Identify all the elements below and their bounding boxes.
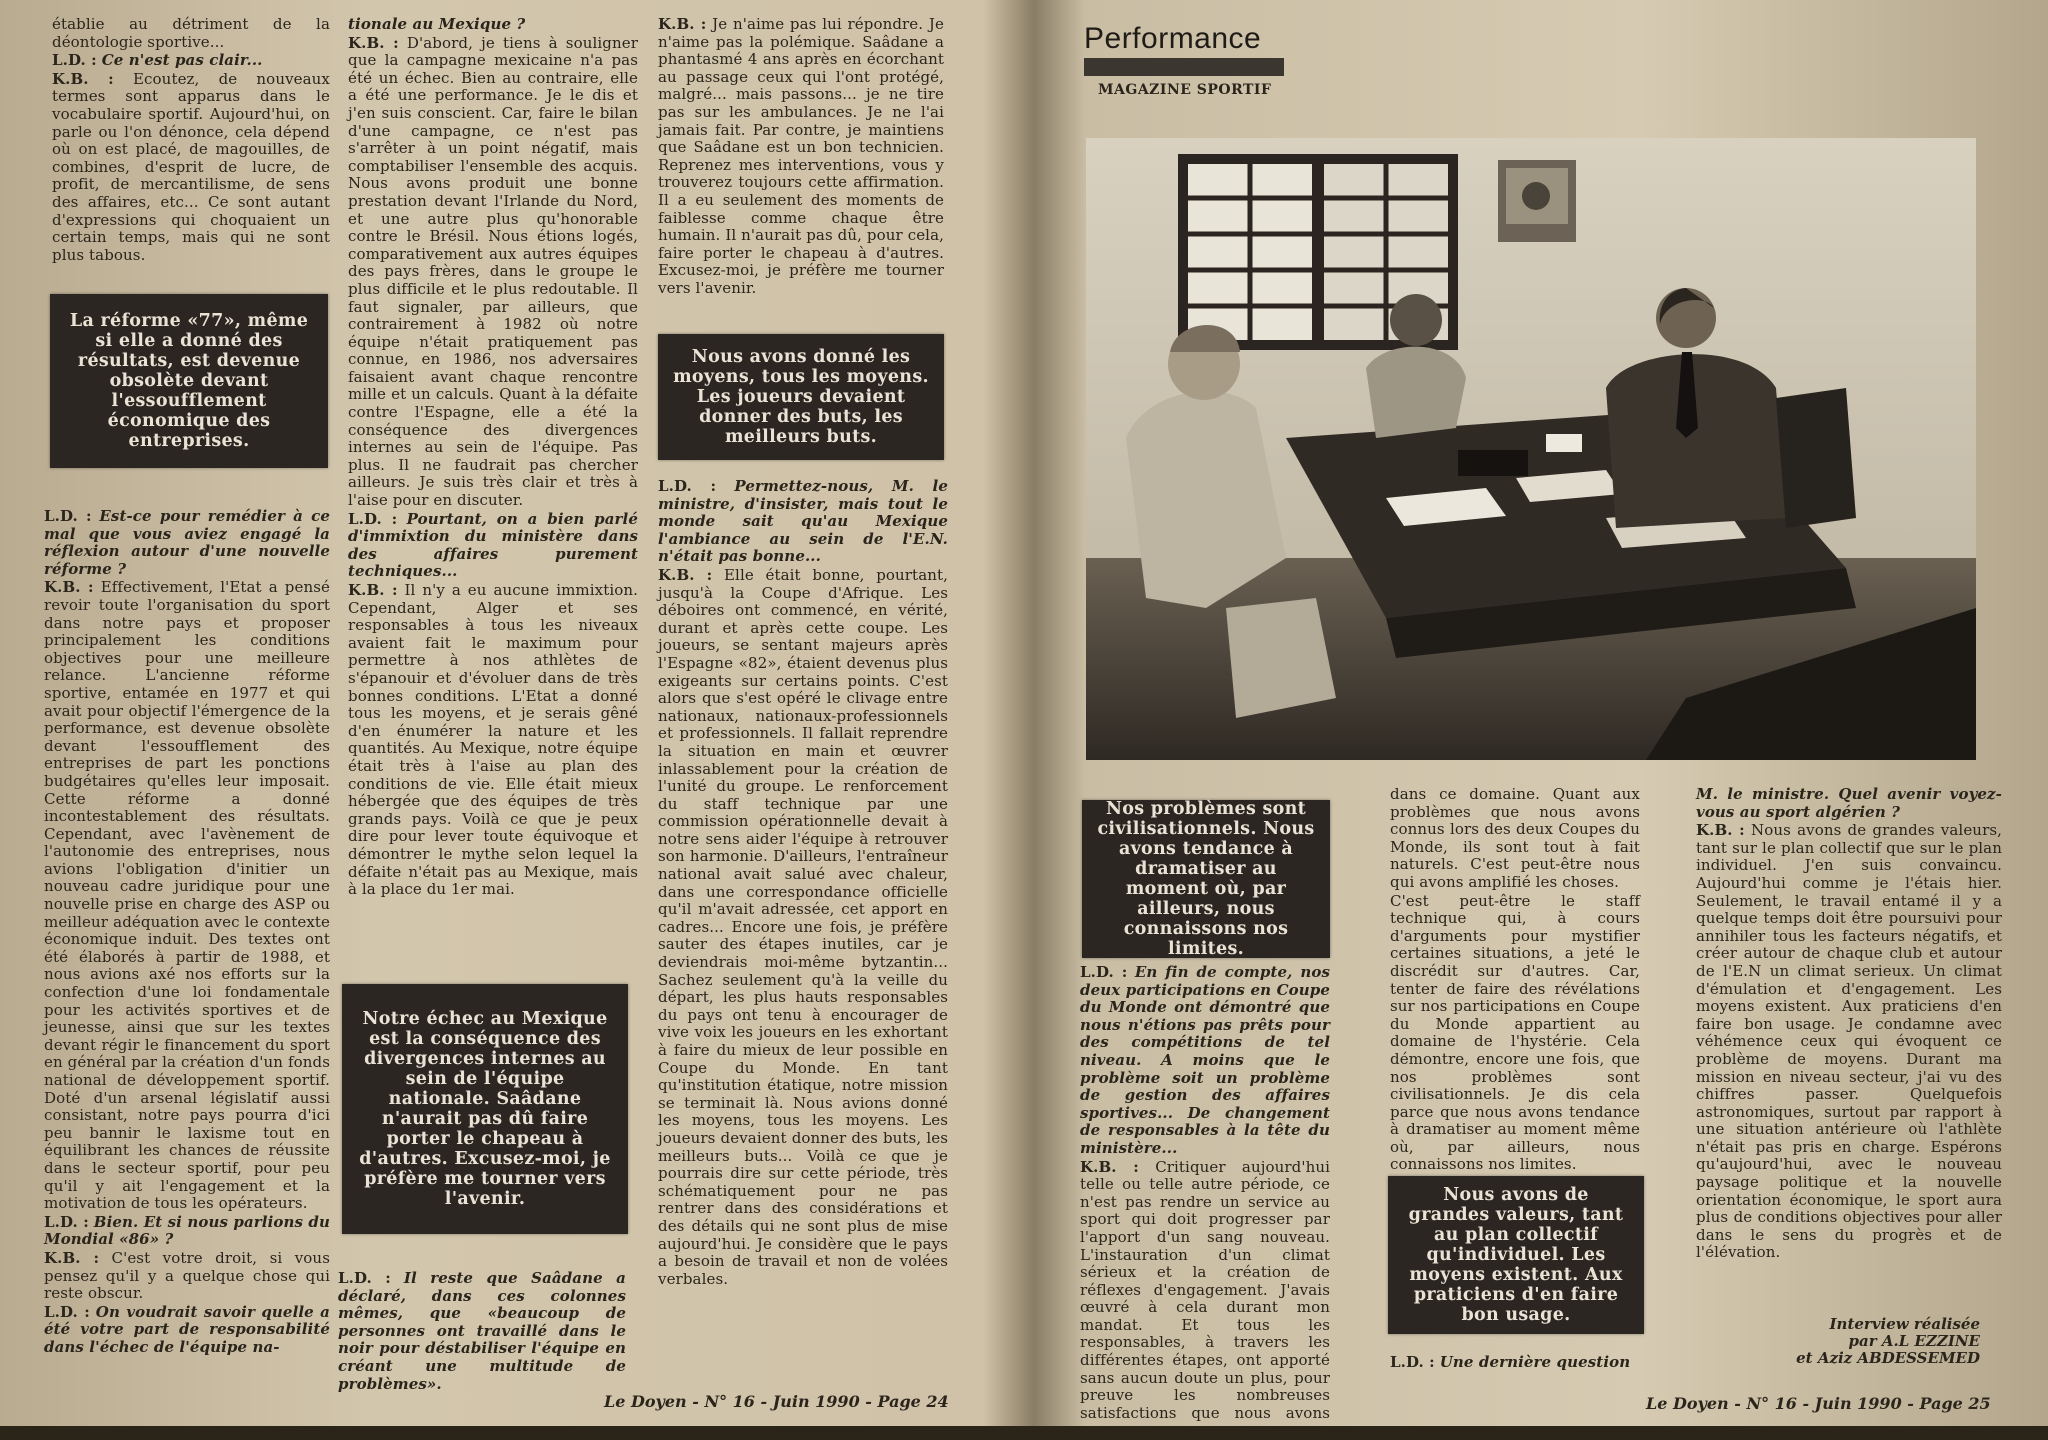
paragraph	[1080, 964, 1330, 1158]
answer-text: Ecoutez, de nouveaux termes sont apparus dans le vocabulaire sportif. Aujourd'hui, on parle ou l'on dénonce, cela dépend où on est placé, de magouilles, de combines, d'esprit de lucre, de profit, de mercantilisme, de sens des affaires, etc... Ce sont autant d'expressions qui choquaient un certain temps, mais qui ne sont plus tabous.	[52, 69, 330, 264]
answer-text: C'est peut-être le staff technique qui, à cours d'arguments pour mystifier certaines situations, a jeté le discrédit sur d'autres. Car, tenter de faire des révélations sur nos participations en Coupe du Monde appartient au domaine de l'hystérie. Cela démontre, encore une fois, que nos problèmes sont civilisationnels. Je dis cela parce que nous avons tendance à dramatiser au moment même où, par ailleurs, nous connaissons nos limites.	[1390, 891, 1640, 1174]
speaker-label: L.D. :	[1080, 963, 1128, 981]
left-column-3	[658, 16, 944, 316]
pull-quote-values-text: Nous avons de grandes valeurs, tant au plan collectif qu'individuel. Les moyens existent. Aux praticiens d'en faire bon usage.	[1408, 1185, 1624, 1325]
right-column-3	[1696, 786, 2002, 1316]
pull-quote-means	[658, 334, 944, 460]
question-text: On voudrait savoir quelle a été votre part de responsabilité dans l'échec de l'équipe na-	[44, 1302, 330, 1356]
paragraph	[44, 508, 330, 578]
speaker-label: L.D. :	[348, 509, 398, 528]
question-text: Bien. Et si nous parlions du Mondial «86» ?	[44, 1212, 331, 1249]
paragraph	[348, 511, 638, 581]
speaker-label: L.D. :	[658, 477, 717, 495]
left-column-2	[348, 16, 638, 960]
question-text: tionale au Mexique ?	[348, 15, 526, 33]
speaker-label: L.D. :	[338, 1269, 391, 1287]
right-page	[1026, 0, 2048, 1440]
left-column-2b	[338, 1269, 626, 1393]
paragraph	[338, 1270, 626, 1393]
section-title-bar	[1084, 58, 1284, 76]
left-page-footer: Le Doyen - N° 16 - Juin 1990 - Page 24	[604, 1392, 949, 1411]
right-column-2	[1390, 785, 1640, 1174]
paragraph	[1390, 893, 1640, 1175]
speaker-label: K.B. :	[658, 15, 707, 33]
section-header	[1084, 22, 1284, 98]
question-text: Il reste que Saâdane a déclaré, dans ces colonnes mêmes, que «beaucoup de personnes ont travaillé dans le noir pour déstabiliser l'équipe en créant une multitude de problèmes».	[338, 1269, 626, 1393]
left-page	[0, 0, 1012, 1426]
paragraph	[52, 52, 330, 70]
speaker-label: K.B. :	[1080, 1157, 1139, 1176]
speaker-label: L.D. :	[44, 1302, 90, 1321]
answer-text: Critiquer aujourd'hui telle ou telle autre période, ce n'est pas rendre un service au sport qui doit progresser par l'apport d'un sang nouveau. L'instauration d'un climat sérieux et la création de réflexes d'engagement. J'avais œuvré à cela durant mon mandat. Et tous les responsables, à travers les différentes étapes, ont apporté sans aucun doute un plus, pour preuve les nombreuses satisfactions que nous avons eues	[1080, 1157, 1330, 1440]
paragraph	[658, 478, 948, 566]
interview-credit	[1404, 1316, 1980, 1367]
paragraph	[348, 35, 638, 510]
section-subtitle: MAGAZINE SPORTIF	[1098, 82, 1272, 98]
question-text: En fin de compte, nos deux participations en Coupe du Monde ont démontré que nous n'étions pas prêts pour des compétitions de tel niveau. A moins que le problème soit un problème de gestion des affaires sportives... De changement de responsables à la tête du ministère...	[1080, 963, 1331, 1157]
pull-quote-reform-text: La réforme «77», même si elle a donné des résultats, est devenue obsolète devant l'essoufflement économique des entreprises.	[69, 311, 309, 451]
answer-text: Elle était bonne, pourtant, jusqu'à la Coupe d'Afrique. Les déboires ont commencé, en vérité, durant et après cette coupe. Les joueurs, se sentant majeurs après l'Espagne «82», étaient devenus plus exigeants sur certains points. C'est alors que s'est opéré le clivage entre nationaux, nationaux-professionnels et professionnels. Il fallait reprendre la situation en main et œuvrer inlassablement pour la création de l'unité du groupe. Le renforcement du staff technique par une commission opérationnelle devait à notre sens aider l'équipe à retrouver son harmonie. D'ailleurs, l'entraîneur national avait salué avec chaleur, dans une correspondance officielle qu'il m'avait adressée, cet apport en cadres... Encore une fois, je préfère sauter des étapes inutiles, car je deviendrais moi-même bytzantin... Sachez seulement qu'à la veille du départ, les plus hauts responsables du pays ont tenu à encourager de vive voix les joueurs en les exhortant à faire du mieux de leur possible en Coupe du Monde. En tant qu'institution étatique, notre mission se terminait là. Nous avions donné les moyens, tous les moyens. Les joueurs devaient donner des buts, les meilleurs buts... Voilà ce que je pourrais dire sur cette période, très schématiquement pour ne pas rentrer dans des considérations et des détails qui ne sont plus de mise aujourd'hui. Je considère que le pays a besoin de travail et non de volées verbales.	[658, 565, 948, 1288]
interview-photo	[1086, 138, 1976, 760]
right-column-1	[1080, 963, 1331, 1440]
left-column-1b	[44, 508, 330, 1396]
paragraph	[1696, 786, 2002, 821]
credit-line-1: Interview réalisée	[1829, 1315, 1980, 1333]
pull-quote-reform	[50, 294, 328, 468]
answer-text: Il n'y a eu aucune immixtion. Cependant, Alger et ses responsables à tous les niveaux avaient fait le maximum pour permettre à nos athlètes de s'épanouir et d'évoluer dans de très bonnes conditions. L'Etat a donné tous les moyens, et je serais gêné d'en énumérer la nature et les quantités. Au Mexique, notre équipe était très à l'aise au plan des conditions de vie. Elle était mieux hébergée que des équipes de très grands pays. Voilà ce que je peux dire pour lever toute équivoque et démontrer le mythe selon lequel la défaite n'était pas au Mexique, mais à la place du 1er mai.	[348, 581, 638, 899]
paragraph	[44, 579, 330, 1212]
question-text: Ce n'est pas clair...	[101, 51, 263, 70]
speaker-label: K.B. :	[658, 565, 713, 584]
pull-quote-values	[1388, 1176, 1644, 1334]
pull-quote-means-text: Nous avons donné les moyens, tous les moyens. Les joueurs devaient donner des buts, les meilleurs buts.	[673, 347, 929, 447]
paragraph	[44, 1214, 330, 1249]
left-column-3b	[658, 478, 948, 1398]
paragraph	[658, 567, 948, 1288]
answer-text: Effectivement, l'Etat a pensé revoir toute l'organisation du sport dans notre pays et proposer principalement les conditions objectives pour une meilleure relance. L'ancienne réforme sportive, entamée en 1977 et qui avait pour objectif l'émergence de la performance, est devenue obsolète devant l'essoufflement des entreprises de part les ponctions budgétaires qu'elles leur imposait. Cette réforme a donné incontestablement des résultats. Cependant, avec l'avènement de l'autonomie des entreprises, nous avions l'obligation d'initier un nouveau cadre juridique pour une nouvelle prise en charge des ASP ou meilleur adéquation avec le contexte économique induit. Des textes ont été élaborés à partir de 1988, et nous avions axé nos efforts sur la confection d'une loi fondamentale pour les activités sportives et de jeunesse, ainsi que sur les textes devant régir le financement du sport en général par la création d'un fonds national de développement sportif. Doté d'un arsenal législatif aussi consistant, notre pays pourra d'ici peu bannir le laxisme tout en équilibrant les chances de réussite dans le secteur sportif, pour peu qu'il y ait l'engagement et la motivation de tous les opérateurs.	[44, 578, 330, 1213]
speaker-label: K.B. :	[52, 69, 114, 88]
credit-line-3: et Aziz ABDESSEMED	[1796, 1349, 1980, 1367]
paragraph	[658, 16, 944, 298]
answer-text: Nous avons de grandes valeurs, tant sur le plan collectif que sur le plan individuel. J'en suis convaincu. Aujourd'hui comme je l'étais hier. Seulement, le travail entamé il y a quelque temps doit être poursuivi pour annihiler tous les facteurs négatifs, et créer autour de chaque club et autour de l'E.N un climat serieux. Un climat d'émulation et d'engagement. Les moyens existent. Aux praticiens d'en faire bon usage. Je condamne avec véhémence ceux qui évoquent ce problème de moyens. Durant ma mission en niveau secteur, j'ai vu des chiffres passer. Quelquefois astronomiques, surtout par rapport à une situation antérieure où l'athlète n'était pas pris en charge. Espérons qu'aujourd'hui, avec le nouveau paysage politique et la nouvelle orientation économique, le sport aura plus de conditions objectives pour aller dans le sens du progrès et de l'élévation.	[1696, 821, 2002, 1262]
pull-quote-mexico-text: Notre échec au Mexique est la conséquence des divergences internes au sein de l'équipe nationale. Saâdane n'aurait pas dû faire porter le chapeau à d'autres. Excusez-moi, je préfère me tourner vers l'avenir.	[359, 1009, 611, 1209]
section-title: Performance	[1084, 22, 1262, 55]
speaker-label: L.D. :	[52, 51, 97, 70]
pull-quote-civilisation-text: Nos problèmes sont civilisationnels. Nous avons tendance à dramatiser au moment où, par ailleurs, nous connaissons nos limites.	[1097, 799, 1315, 959]
speaker-label: L.D. :	[44, 1212, 89, 1231]
pull-quote-mexico	[342, 984, 628, 1234]
speaker-label: L.D. :	[1390, 1353, 1435, 1371]
right-page-footer: Le Doyen - N° 16 - Juin 1990 - Page 25	[1646, 1394, 1991, 1413]
paragraph	[1390, 786, 1640, 892]
pull-quote-civilisation	[1082, 800, 1330, 958]
paragraph	[1080, 1159, 1330, 1440]
paragraph	[44, 1304, 330, 1357]
left-column-1	[52, 15, 330, 264]
paragraph	[1696, 822, 2002, 1262]
answer-text: établie au détriment de la déontologie sportive...	[52, 15, 330, 51]
paragraph	[52, 16, 330, 51]
paragraph	[52, 71, 330, 265]
speaker-label: L.D. :	[44, 507, 92, 525]
question-text: Permettez-nous, M. le ministre, d'insister, mais tout le monde sait qu'au Mexique l'ambiance au sein de l'E.N. n'était pas bonne...	[658, 477, 948, 566]
answer-text: D'abord, je tiens à souligner que la campagne mexicaine n'a pas été un échec. Bien au contraire, elle a été une performance. Je le dis et j'en suis conscient. Car, faire le bilan d'une campagne, ce n'est pas s'arrêter à un point négatif, mais comptabiliser l'ensemble des acquis. Nous avons produit une bonne prestation devant l'Irlande du Nord, et une autre plus qu'honorable contre le Brésil. Nous étions logés, comparativement aux autres équipes des pays frères, dans le groupe le plus difficile et le plus redoutable. Il faut signaler, par ailleurs, que contrairement à 1982 où notre équipe n'était pratiquement pas connue, en 1986, nos adversaires faisaient avant chaque rencontre mille et un calculs. Quant à la défaite contre l'Espagne, elle a été la conséquence des divergences internes au sein de l'équipe. Pas plus. Il ne faudrait pas chercher ailleurs. Je suis très clair et très à l'aise pour en discuter.	[348, 33, 638, 510]
speaker-label: K.B. :	[348, 581, 398, 599]
credit-line-2: par A.L EZZINE	[1848, 1332, 1980, 1350]
paragraph	[44, 1250, 330, 1303]
answer-text: C'est votre droit, si vous pensez qu'il y a quelque chose qui reste obscur.	[44, 1248, 330, 1303]
paragraph	[348, 582, 638, 899]
question-text: M. le ministre. Quel avenir voyez-vous au sport algérien ?	[1696, 785, 2002, 821]
answer-text: Je n'aime pas lui répondre. Je n'aime pas la polémique. Saâdane a phantasmé 4 ans après en écorchant au passage ceux qui l'ont protégé, malgré... mais passons... je ne tire pas sur les ambulances. Je ne l'ai jamais fait. Par contre, je maintiens que Saâdane est un bon technicien. Reprenez mes interventions, vous y trouverez toujours cette affirmation. Il a eu seulement des moments de faiblesse comme chaque être humain. Il n'aurait pas dû, pour cela, faire porter le chapeau à d'autres. Excusez-moi, je préfère me tourner vers l'avenir.	[658, 15, 944, 297]
question-text: Est-ce pour remédier à ce mal que vous aviez engagé la réflexion autour d'une nouvelle réforme ?	[44, 507, 330, 578]
answer-text: dans ce domaine. Quant aux problèmes que nous avons connus lors des deux Coupes du Monde, ils sont tout à fait naturels. C'est peut-être nous qui avons amplifié les choses.	[1390, 785, 1640, 891]
question-text: Une dernière question	[1439, 1353, 1631, 1371]
interview-photo-drawing	[1086, 138, 1976, 760]
speaker-label: K.B. :	[44, 1248, 100, 1267]
speaker-label: K.B. :	[348, 33, 399, 52]
speaker-label: K.B. :	[44, 578, 94, 597]
question-text: Pourtant, on a bien parlé d'immixtion du ministère dans des affaires purement techniques...	[348, 509, 638, 581]
speaker-label: K.B. :	[1696, 821, 1745, 840]
paragraph	[348, 16, 638, 34]
